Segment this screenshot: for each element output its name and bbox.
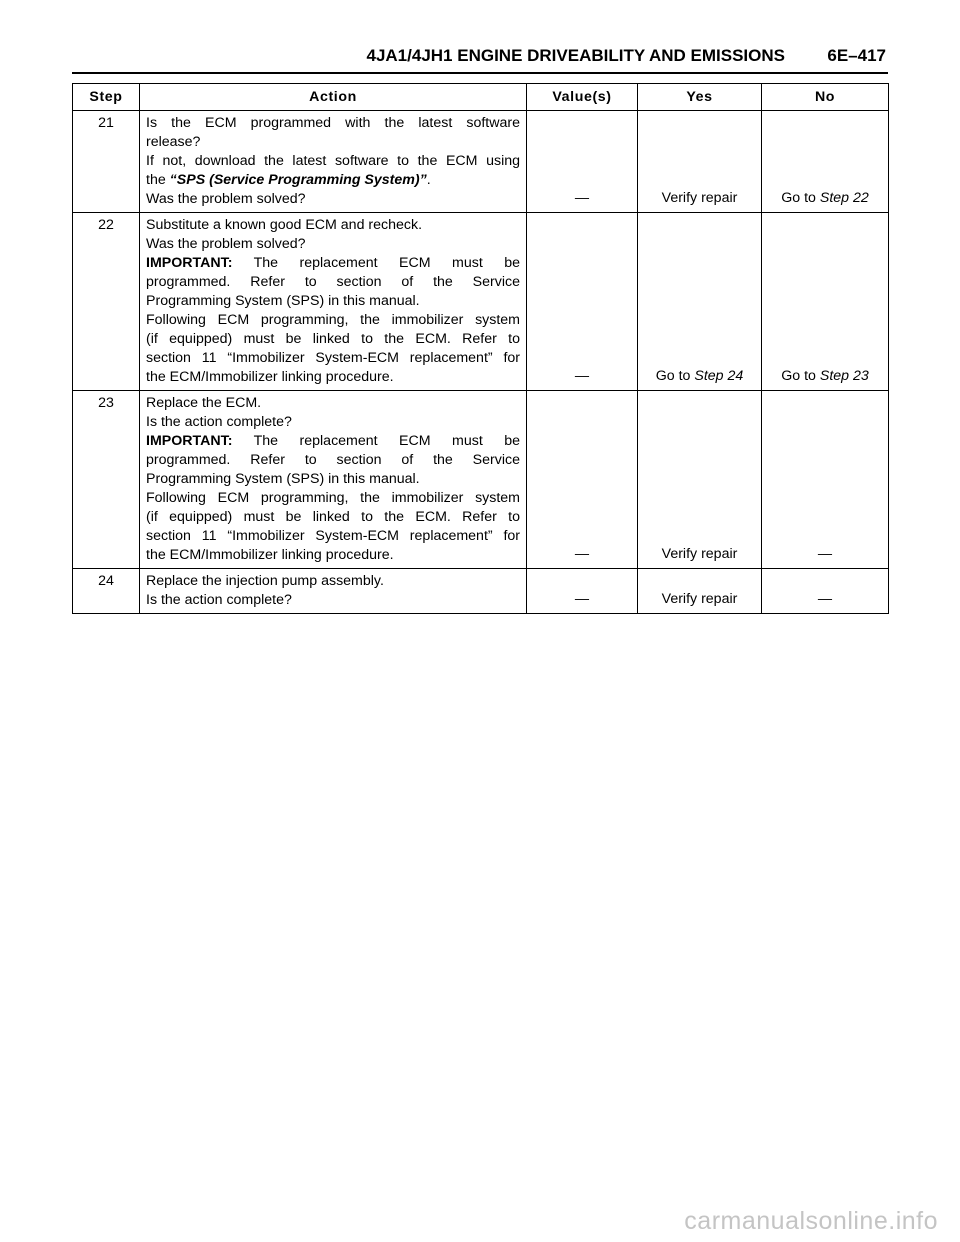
action-question: Is the action complete? [146, 592, 292, 608]
table-row [73, 111, 889, 213]
value-cell: — [527, 213, 638, 391]
table-row [73, 213, 889, 391]
action-line: the “SPS (Service Programming System)”. [146, 172, 431, 188]
value-cell: — [527, 111, 638, 213]
action-cell [140, 569, 527, 614]
value-cell: — [527, 569, 638, 614]
action-line: If not, download the latest software to the ECM using [146, 153, 520, 169]
action-line: Programming System (SPS) in this manual. [146, 471, 420, 487]
yes-cell: Verify repair [638, 569, 762, 614]
step-number: 23 [73, 391, 140, 569]
action-cell [140, 391, 527, 569]
action-line: IMPORTANT: The replacement ECM must be [146, 433, 520, 449]
column-header-no: No [762, 84, 889, 111]
page-header [72, 42, 888, 74]
action-cell [140, 213, 527, 391]
column-header-action: Action [140, 84, 527, 111]
no-cell: — [762, 391, 889, 569]
action-line: release? [146, 134, 201, 150]
action-line: programmed. Refer to section of the Service [146, 274, 520, 290]
yes-cell: Verify repair [638, 111, 762, 213]
action-line: Replace the injection pump assembly. [146, 573, 384, 589]
action-cell [140, 111, 527, 213]
diagnostic-table [72, 83, 889, 614]
action-line: section 11 “Immobilizer System-ECM replacement” for [146, 528, 520, 544]
action-line: the ECM/Immobilizer linking procedure. [146, 547, 394, 563]
column-header-values: Value(s) [527, 84, 638, 111]
step-number: 24 [73, 569, 140, 614]
action-line: section 11 “Immobilizer System-ECM replacement” for [146, 350, 520, 366]
action-line: Replace the ECM. [146, 395, 262, 411]
step-reference: Step 24 [694, 368, 744, 384]
yes-cell: Go to Step 24 [638, 213, 762, 391]
table-header-row [73, 84, 889, 111]
step-reference: Step 22 [819, 190, 869, 206]
action-line: programmed. Refer to section of the Service [146, 452, 520, 468]
action-line: (if equipped) must be linked to the ECM. Refer to [146, 509, 520, 525]
action-line: Substitute a known good ECM and recheck. [146, 217, 423, 233]
sps-reference: “SPS (Service Programming System)” [169, 172, 427, 188]
no-cell: Go to Step 22 [762, 111, 889, 213]
important-label: IMPORTANT: [146, 433, 233, 449]
no-cell: Go to Step 23 [762, 213, 889, 391]
watermark: carmanualsonline.info [684, 1207, 938, 1235]
page-number: 6E–417 [827, 46, 886, 65]
action-question: Was the problem solved? [146, 191, 306, 207]
table-row [73, 569, 889, 614]
column-header-yes: Yes [638, 84, 762, 111]
value-cell: — [527, 391, 638, 569]
table-row [73, 391, 889, 569]
step-number: 21 [73, 111, 140, 213]
action-line: (if equipped) must be linked to the ECM. Refer to [146, 331, 520, 347]
action-line: Is the ECM programmed with the latest software [146, 115, 520, 131]
action-line: IMPORTANT: The replacement ECM must be [146, 255, 520, 271]
no-cell: — [762, 569, 889, 614]
yes-cell: Verify repair [638, 391, 762, 569]
action-line: Programming System (SPS) in this manual. [146, 293, 420, 309]
action-line: the ECM/Immobilizer linking procedure. [146, 369, 394, 385]
step-reference: Step 23 [819, 368, 869, 384]
action-question: Was the problem solved? [146, 236, 306, 252]
action-line: Following ECM programming, the immobilizer system [146, 490, 520, 506]
column-header-step: Step [73, 84, 140, 111]
action-question: Is the action complete? [146, 414, 292, 430]
step-number: 22 [73, 213, 140, 391]
action-line: Following ECM programming, the immobilizer system [146, 312, 520, 328]
important-label: IMPORTANT: [146, 255, 233, 271]
page-title: 4JA1/4JH1 ENGINE DRIVEABILITY AND EMISSIONS [366, 46, 785, 65]
